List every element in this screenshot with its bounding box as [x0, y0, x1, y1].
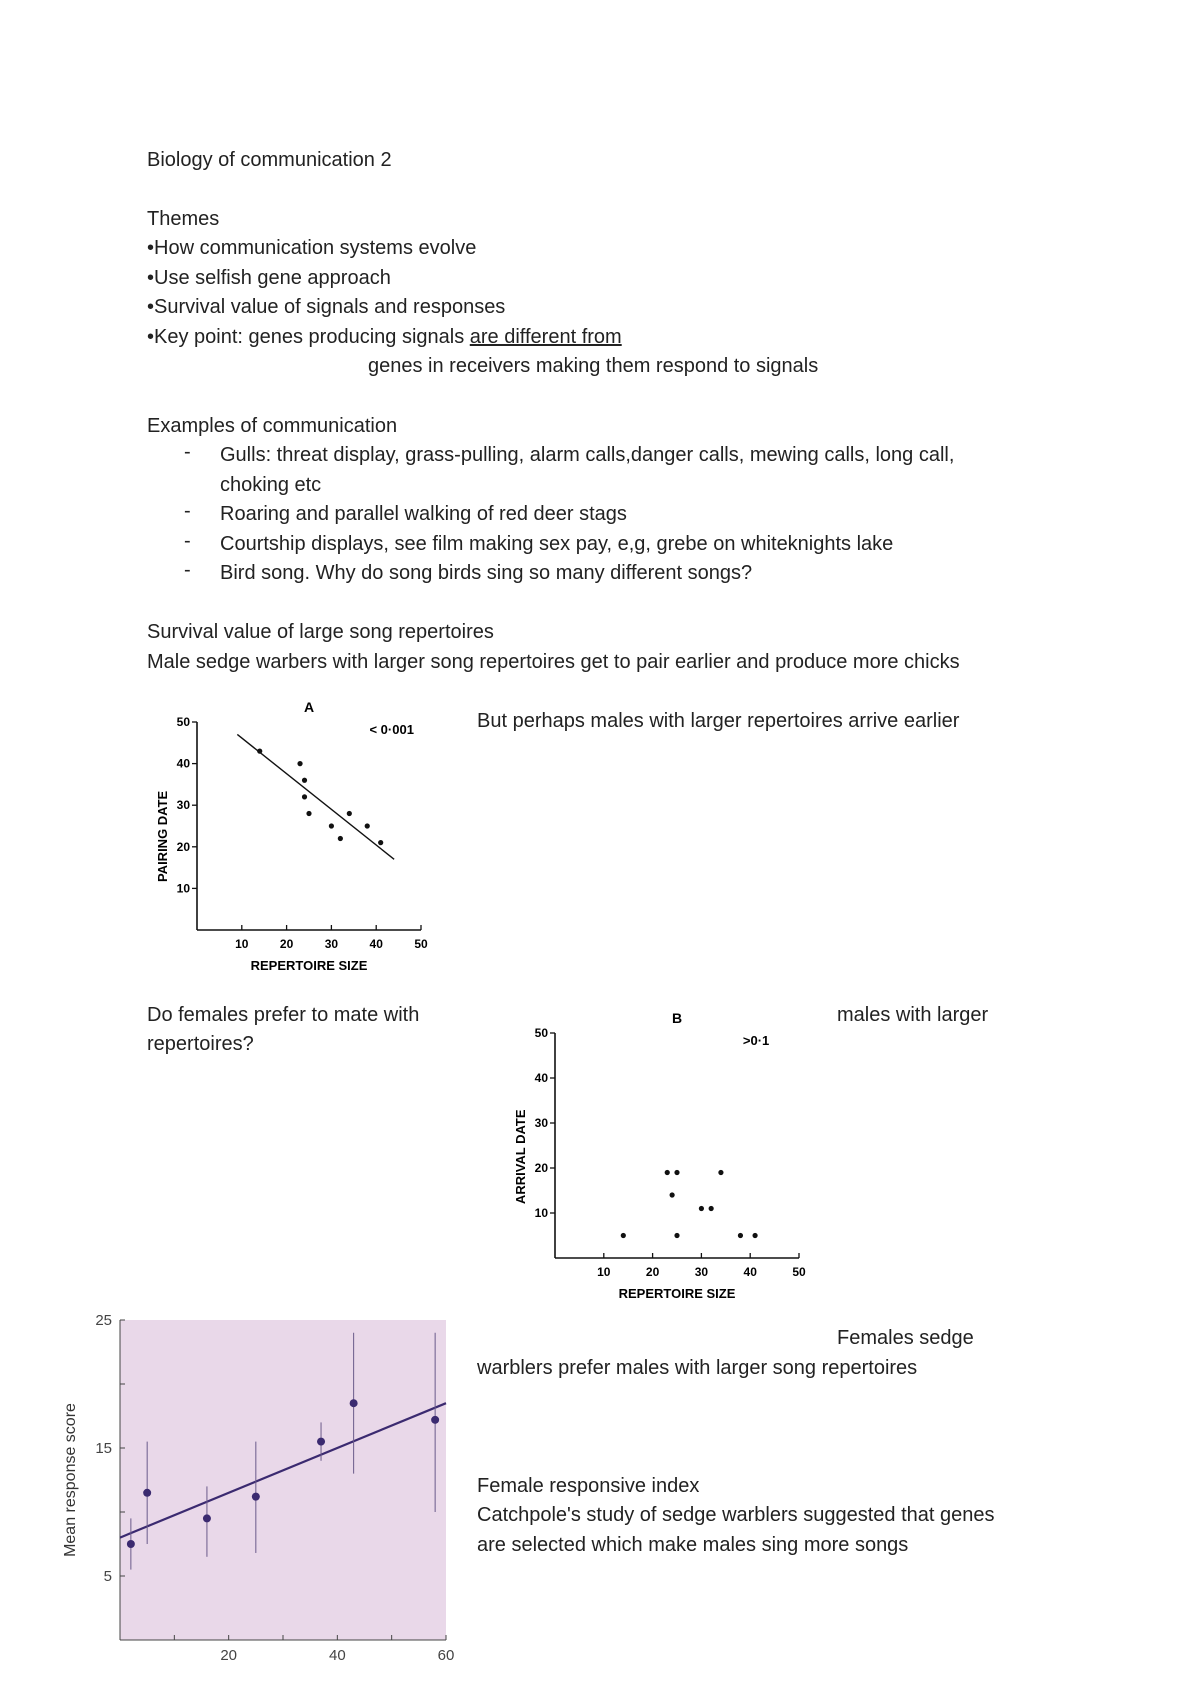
data-point: [297, 761, 302, 766]
key-point-continuation: genes in receivers making them respond to signals: [368, 355, 819, 377]
y-tick-label: 40: [176, 756, 190, 771]
data-point: [365, 823, 370, 828]
survival-heading: Survival value of large song repertoires: [147, 621, 494, 643]
y-tick-label: 40: [534, 1071, 548, 1085]
y-tick-label: 20: [534, 1161, 548, 1175]
y-tick-label: 5: [103, 1568, 112, 1585]
x-tick-label: 20: [279, 937, 294, 951]
x-tick-label: 30: [694, 1265, 709, 1279]
data-point: [338, 836, 343, 841]
index-text: Catchpole's study of sedge warblers suggested that genes: [477, 1504, 995, 1526]
data-point: [306, 811, 311, 816]
list-dash: -: [184, 441, 191, 463]
x-tick-label: 50: [414, 937, 428, 951]
data-point: [317, 1438, 325, 1446]
data-point: [670, 1192, 675, 1197]
chart-b: [500, 1003, 820, 1313]
females-question: Do females prefer to mate with: [147, 1004, 420, 1026]
females-question-cont: males with larger: [837, 1004, 989, 1026]
y-tick-label: 30: [534, 1116, 548, 1130]
data-point: [302, 794, 307, 799]
x-axis-label: REPERTOIRE SIZE: [250, 958, 368, 973]
y-axis-label: ARRIVAL DATE: [513, 1109, 528, 1205]
data-point: [329, 823, 334, 828]
themes-heading: Themes: [147, 208, 220, 230]
data-point: [302, 778, 307, 783]
x-tick-label: 50: [792, 1265, 806, 1279]
x-tick-label: 60: [437, 1647, 455, 1664]
chart-annotation: >0·1: [742, 1033, 770, 1048]
theme-item: •Use selfish gene approach: [147, 267, 391, 289]
x-tick-label: 40: [369, 937, 383, 951]
x-tick-label: 20: [220, 1647, 238, 1664]
data-point: [709, 1206, 714, 1211]
females-preference: Females sedge: [837, 1327, 974, 1349]
list-item: Courtship displays, see film making sex pay, e,g, grebe on whiteknights lake: [220, 533, 894, 555]
examples-heading: Examples of communication: [147, 415, 398, 437]
y-tick-label: 10: [534, 1206, 548, 1220]
data-point: [127, 1540, 135, 1548]
data-point: [665, 1170, 670, 1175]
data-point: [699, 1206, 704, 1211]
x-tick-label: 10: [597, 1265, 611, 1279]
survival-text: Male sedge warbers with larger song repertoires get to pair earlier and produce more chicks: [147, 651, 960, 673]
data-point: [350, 1399, 358, 1407]
list-item: Bird song. Why do song birds sing so many different songs?: [220, 562, 753, 584]
chart-c: [55, 1310, 475, 1690]
data-point: [347, 811, 352, 816]
index-heading: Female responsive index: [477, 1475, 700, 1497]
key-point-prefix: •Key point: genes producing signals: [147, 326, 470, 348]
data-point: [674, 1233, 679, 1238]
key-point-underlined: are different from: [469, 326, 622, 348]
y-tick-label: 10: [176, 881, 190, 896]
y-axis-label: PAIRING DATE: [155, 790, 170, 883]
page-title: Biology of communication 2: [147, 149, 392, 171]
x-tick-label: 20: [645, 1265, 660, 1279]
key-point: [147, 323, 622, 352]
x-tick-label: 40: [743, 1265, 757, 1279]
chart-title: B: [671, 1010, 683, 1026]
chart-c-layer: [62, 1312, 454, 1664]
data-point: [674, 1170, 679, 1175]
data-point: [718, 1170, 723, 1175]
y-tick-label: 15: [95, 1440, 112, 1457]
y-tick-label: 25: [95, 1312, 112, 1329]
x-tick-label: 10: [235, 937, 249, 951]
list-dash: -: [184, 530, 191, 552]
data-point: [752, 1233, 757, 1238]
data-point: [431, 1416, 439, 1424]
list-item: choking etc: [220, 474, 322, 496]
list-item: Roaring and parallel walking of red deer stags: [220, 503, 627, 525]
chart-b-layer: [513, 1010, 806, 1301]
x-tick-label: 30: [324, 937, 339, 951]
plot-background: [120, 1320, 446, 1640]
data-point: [378, 840, 383, 845]
y-axis-label: Mean response score: [62, 1403, 79, 1557]
y-tick-label: 20: [176, 839, 190, 854]
y-tick-label: 30: [176, 798, 190, 813]
chart-title: A: [303, 699, 315, 715]
y-tick-label: 50: [534, 1026, 548, 1040]
chart-a-layer: [155, 699, 428, 973]
x-axis-label: REPERTOIRE SIZE: [618, 1286, 736, 1301]
chart-a-note: But perhaps males with larger repertoires arrive earlier: [477, 710, 960, 732]
females-question-end: repertoires?: [147, 1033, 254, 1055]
list-dash: -: [184, 559, 191, 581]
list-item: Gulls: threat display, grass-pulling, alarm calls,danger calls, mewing calls, long call,: [220, 444, 955, 466]
index-text-cont: are selected which make males sing more songs: [477, 1534, 909, 1556]
y-tick-label: 50: [176, 715, 190, 729]
theme-item: •Survival value of signals and responses: [147, 296, 506, 318]
chart-annotation: < 0·001: [369, 722, 414, 737]
theme-item: •How communication systems evolve: [147, 237, 477, 259]
data-point: [143, 1489, 151, 1497]
data-point: [621, 1233, 626, 1238]
data-point: [257, 749, 262, 754]
data-point: [738, 1233, 743, 1238]
females-preference-cont: warblers prefer males with larger song repertoires: [477, 1357, 918, 1379]
chart-a: [140, 690, 450, 980]
data-point: [252, 1493, 260, 1501]
x-tick-label: 40: [328, 1647, 346, 1664]
data-point: [203, 1514, 211, 1522]
list-dash: -: [184, 500, 191, 522]
